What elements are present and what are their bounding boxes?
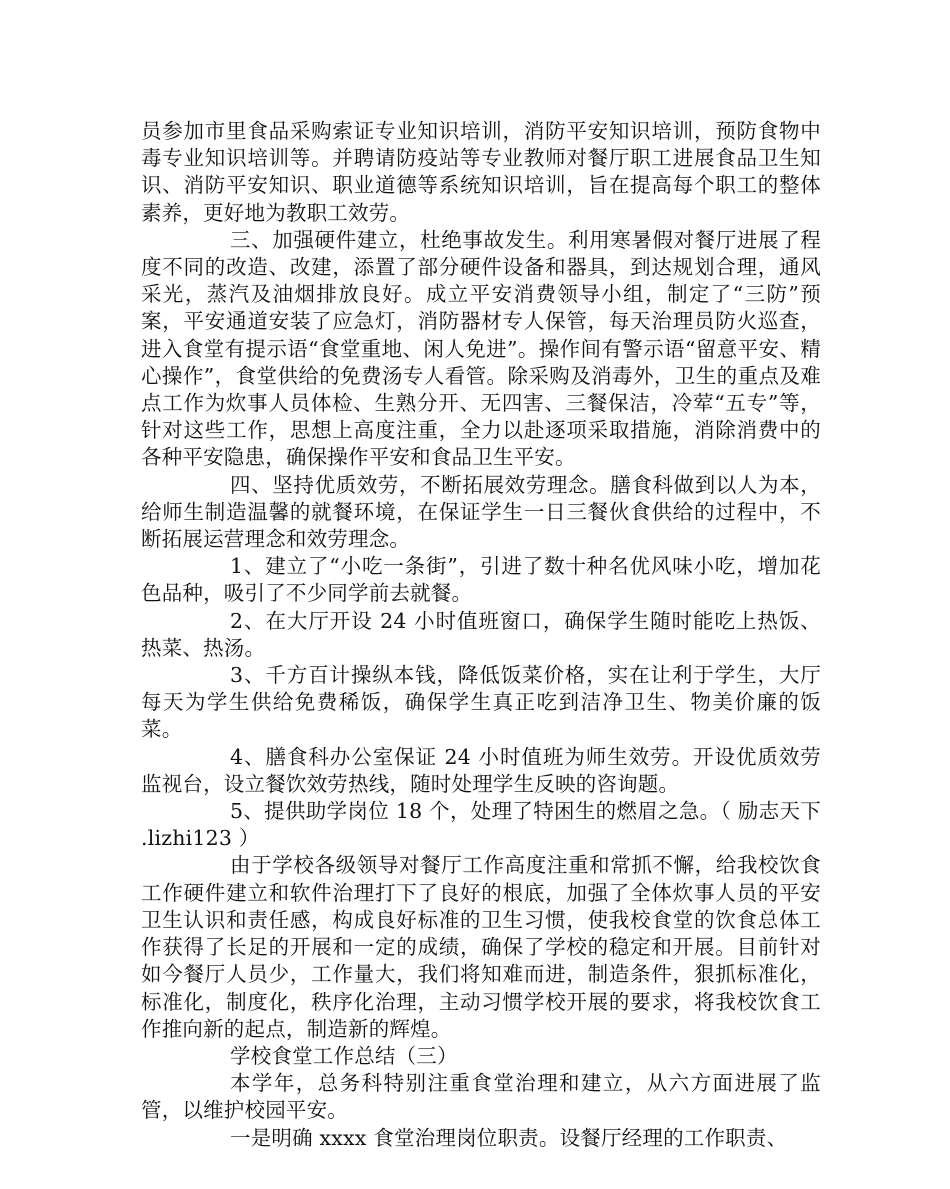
paragraph-summary: 由于学校各级领导对餐厅工作高度注重和常抓不懈，给我校饮食工作硬件建立和软件治理打下了良好的根底，加强了全体炊事人员的平安卫生认识和责任感，构成良好标准的卫生习惯，使我校食堂的饮食总体工作获得了长足的开展和一定的成绩，确保了学校的稳定和开展。目前针对如今餐厅人员少，工作量大，我们将知难而进，制造条件，狠抓标准化，标准化，制度化，秩序化治理，主动习惯学校开展的要求，将我校饮食工作推向新的起点，制造新的辉煌。 bbox=[141, 853, 821, 1041]
paragraph-intro-supervision: 本学年，总务科特别注重食堂治理和建立，从六方面进展了监管，以维护校园平安。 bbox=[141, 1071, 821, 1123]
paragraph-quality-service: 四、坚持优质效劳，不断拓展效劳理念。膳食科做到以人为本，给师生制造温馨的就餐环境，在保证学生一日三餐伙食供给的过程中，不断拓展运营理念和效劳理念。 bbox=[141, 472, 821, 552]
paragraph-continued-training: 员参加市里食品采购索证专业知识培训，消防平安知识培训，预防食物中毒专业知识培训等。并聘请防疫站等专业教师对餐厅职工进展食品卫生知识、消防平安知识、职业道德等系统知识培训，旨在提高每个职工的整体素养，更好地为教职工效劳。 bbox=[141, 119, 821, 225]
list-item-student-jobs: 5、提供助学岗位 18 个，处理了特困生的燃眉之急。（ 励志天下 .lizhi123 ） bbox=[141, 799, 821, 851]
list-item-24h-window: 2、在大厅开设 24 小时值班窗口，确保学生随时能吃上热饭、热菜、热汤。 bbox=[141, 608, 821, 660]
paragraph-point-one: 一是明确 xxxx 食堂治理岗位职责。设餐厅经理的工作职责、 bbox=[230, 1125, 788, 1150]
list-item-snack-street: 1、建立了“小吃一条街”，引进了数十种名优风味小吃，增加花色品种，吸引了不少同学前去就餐。 bbox=[141, 554, 821, 606]
section-heading-summary-three: 学校食堂工作总结（三） bbox=[230, 1043, 458, 1068]
list-item-office-duty: 4、膳食科办公室保证 24 小时值班为师生效劳。开设优质效劳监视台，设立餐饮效劳热线，随时处理学生反映的咨询题。 bbox=[141, 744, 821, 796]
paragraph-hardware-safety: 三、加强硬件建立，杜绝事故发生。利用寒暑假对餐厅进展了程度不同的改造、改建，添置了部分硬件设备和器具，到达规划合理，通风采光，蒸汽及油烟排放良好。成立平安消费领导小组，制定了“三防”预案，平安通道安装了应急灯，消防器材专人保管，每天治理员防火巡查，进入食堂有提示语“食堂重地、闲人免进”。操作间有警示语“留意平安、精心操作”，食堂供给的免费汤专人看管。除采购及消毒外，卫生的重点及难点工作为炊事人员体检、生熟分开、无四害、三餐保洁，冷荤“五专”等，针对这些工作，思想上高度注重，全力以赴逐项采取措施，消除消费中的各种平安隐患，确保操作平安和食品卫生平安。 bbox=[141, 227, 821, 470]
list-item-cost-control: 3、千方百计操纵本钱，降低饭菜价格，实在让利于学生，大厅每天为学生供给免费稀饭，确保学生真正吃到洁净卫生、物美价廉的饭菜。 bbox=[141, 663, 821, 742]
document-page bbox=[141, 118, 821, 1152]
